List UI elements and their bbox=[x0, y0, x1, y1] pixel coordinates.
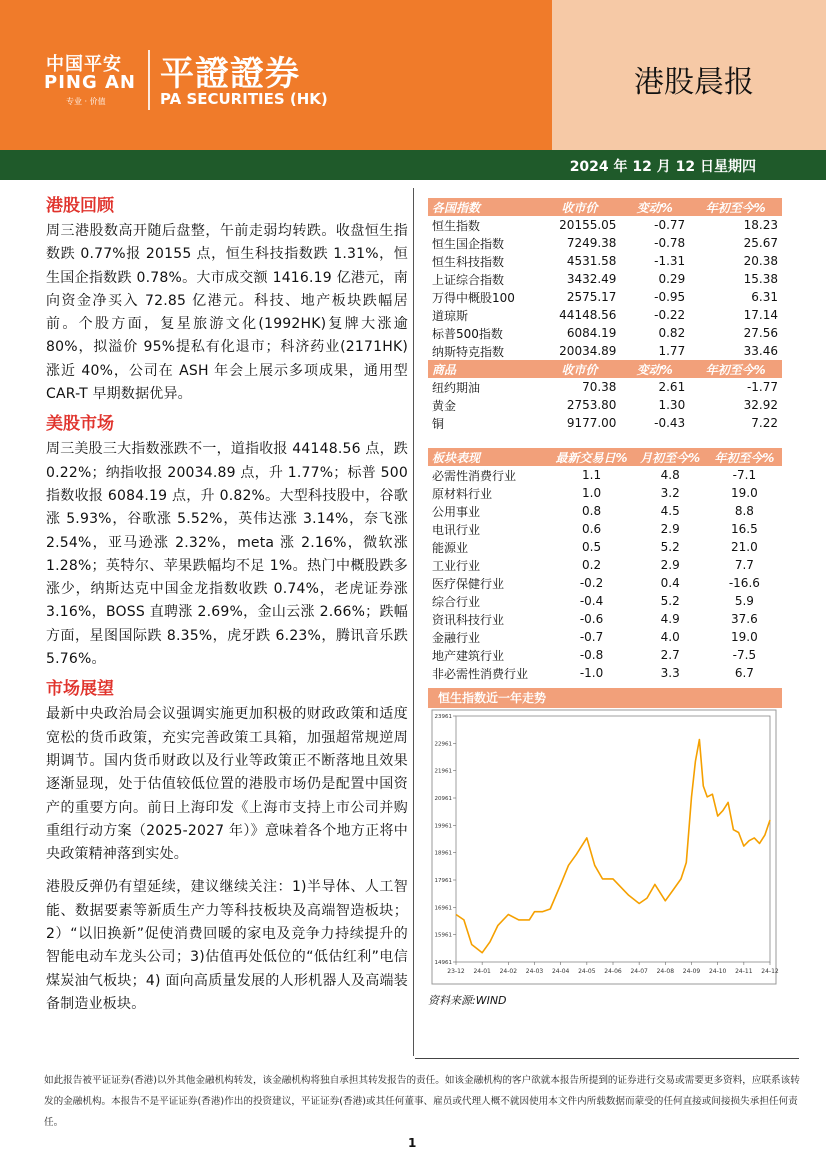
cell-value: -1.0 bbox=[579, 666, 604, 680]
sectors-table bbox=[428, 448, 782, 682]
table-row bbox=[428, 556, 782, 574]
table-row bbox=[428, 592, 782, 610]
indices-table-header bbox=[428, 198, 782, 216]
table-row bbox=[428, 306, 782, 324]
logo-divider bbox=[148, 50, 150, 110]
cell-value: 2575.17 bbox=[566, 290, 617, 304]
sectors-table-header bbox=[428, 448, 782, 466]
row-label: 必需性消费行业 bbox=[432, 468, 517, 483]
chart-title: 恒生指数近一年走势 bbox=[428, 688, 782, 708]
hsi-line-chart bbox=[428, 708, 782, 986]
cell-value: -1.77 bbox=[746, 380, 778, 394]
row-label: 黄金 bbox=[432, 398, 457, 413]
y-tick-label: 19961 bbox=[434, 823, 452, 830]
cell-value: 3432.49 bbox=[566, 272, 617, 286]
column-header: 收市价 bbox=[539, 198, 621, 216]
cell-value: 20155.05 bbox=[559, 218, 617, 232]
column-header: 收市价 bbox=[539, 360, 621, 378]
cell-value: 19.0 bbox=[731, 630, 758, 644]
cell-value: 0.82 bbox=[658, 326, 686, 340]
report-date: 2024 年 12 月 12 日星期四 bbox=[569, 159, 756, 175]
cell-value: 6.7 bbox=[734, 666, 754, 680]
indices-table bbox=[428, 198, 782, 432]
row-label: 资讯科技行业 bbox=[432, 612, 505, 627]
table-row bbox=[428, 216, 782, 234]
row-label: 公用事业 bbox=[432, 504, 481, 519]
hk-review-text: 周三港股数高开随后盘整，午前走弱均转跌。收盘恒生指数跌 0.77%报 20155 点，恒生科技指数跌 1.31%，恒生国企指数跌 0.78%。大市成交额 1416.19 亿港元，南向资金净买入 72.85 亿港元。科技、地产板块跌幅居前。个股方面，复星旅游文化(1992HK)复牌大涨逾 80%，拟溢价 95%提私有化退市；科济药业(2171HK)涨近 40%，公司在 ASH 年会上展示多项成果，通用型 CAR-T 早期数据优异。 bbox=[46, 223, 408, 403]
column-header: 各国指数 bbox=[428, 198, 539, 216]
cell-value: -0.2 bbox=[579, 576, 604, 590]
x-tick-label: 24-05 bbox=[578, 968, 596, 975]
y-tick-label: 20961 bbox=[434, 796, 452, 802]
table-row bbox=[428, 378, 782, 396]
x-tick-label: 24-08 bbox=[656, 968, 675, 975]
cell-value: 4.0 bbox=[660, 630, 680, 644]
us-market-heading: 美股市场 bbox=[46, 414, 114, 435]
cell-value: 2753.80 bbox=[566, 398, 617, 412]
cell-value: 20034.89 bbox=[559, 344, 617, 358]
row-label: 金融行业 bbox=[432, 630, 481, 645]
table-row bbox=[428, 342, 782, 360]
x-tick-label: 24-12 bbox=[761, 968, 779, 975]
table-row bbox=[428, 288, 782, 306]
table-row bbox=[428, 502, 782, 520]
x-tick-label: 24-01 bbox=[473, 968, 491, 975]
pingan-logo-cn: 中国平安 bbox=[46, 54, 122, 75]
cell-value: 25.67 bbox=[743, 236, 778, 250]
column-header: 年初至今% bbox=[707, 448, 782, 466]
cell-value: 44148.56 bbox=[559, 308, 617, 322]
logo-tagline: 专业 · 价值 bbox=[66, 97, 106, 106]
cell-value: 16.5 bbox=[731, 522, 758, 536]
cell-value: 7249.38 bbox=[566, 236, 617, 250]
row-label: 原材料行业 bbox=[432, 486, 493, 501]
x-tick-label: 24-02 bbox=[499, 968, 518, 975]
table-row bbox=[428, 574, 782, 592]
y-tick-label: 22961 bbox=[434, 741, 452, 748]
cell-value: -0.78 bbox=[654, 236, 686, 250]
cell-value: 1.0 bbox=[582, 486, 602, 500]
row-label: 道琼斯 bbox=[432, 308, 469, 323]
cell-value: 4.5 bbox=[660, 504, 680, 518]
cell-value: 37.6 bbox=[731, 612, 758, 626]
row-label: 标普500指数 bbox=[432, 326, 503, 341]
table-row bbox=[428, 646, 782, 664]
cell-value: 20.38 bbox=[743, 254, 778, 268]
table-row bbox=[428, 610, 782, 628]
table-row bbox=[428, 414, 782, 432]
cell-value: 6.31 bbox=[751, 290, 778, 304]
cell-value: 9177.00 bbox=[566, 416, 617, 430]
x-tick-label: 24-03 bbox=[525, 968, 544, 975]
cell-value: 0.4 bbox=[660, 576, 680, 590]
x-tick-label: 23-12 bbox=[447, 968, 465, 975]
pingan-logo-en: PING AN bbox=[44, 72, 136, 93]
y-tick-label: 17961 bbox=[434, 878, 452, 884]
cell-value: 1.1 bbox=[582, 468, 602, 482]
data-column bbox=[428, 198, 782, 1008]
cell-value: 4531.58 bbox=[566, 254, 617, 268]
row-label: 上证综合指数 bbox=[432, 272, 505, 287]
cell-value: 5.9 bbox=[734, 594, 754, 608]
row-label: 非必需性消费行业 bbox=[432, 666, 529, 681]
cell-value: 2.9 bbox=[660, 522, 680, 536]
cell-value: 3.3 bbox=[660, 666, 680, 680]
page-number: 1 bbox=[408, 1136, 417, 1150]
cell-value: 0.5 bbox=[582, 540, 602, 554]
column-header: 变动% bbox=[620, 198, 689, 216]
x-tick-label: 24-09 bbox=[682, 968, 701, 975]
cell-value: 0.8 bbox=[582, 504, 602, 518]
y-tick-label: 16961 bbox=[434, 905, 452, 912]
x-tick-label: 24-10 bbox=[708, 968, 727, 975]
cell-value: -0.43 bbox=[654, 416, 686, 430]
chart-frame bbox=[432, 710, 776, 984]
table-row bbox=[428, 538, 782, 556]
cell-value: 2.61 bbox=[658, 380, 686, 394]
cell-value: -0.95 bbox=[654, 290, 686, 304]
report-title: 港股晨报 bbox=[634, 65, 754, 100]
table-row bbox=[428, 466, 782, 484]
cell-value: 21.0 bbox=[731, 540, 758, 554]
y-tick-label: 23961 bbox=[434, 714, 452, 720]
cell-value: 0.6 bbox=[582, 522, 602, 536]
y-tick-label: 14961 bbox=[434, 960, 452, 966]
row-label: 恒生指数 bbox=[432, 218, 481, 233]
footer-rule bbox=[415, 1058, 799, 1059]
column-header: 年初至今% bbox=[689, 360, 782, 378]
cell-value: -0.8 bbox=[579, 648, 604, 662]
row-label: 铜 bbox=[432, 416, 445, 431]
cell-value: -0.77 bbox=[654, 218, 686, 232]
cell-value: 18.23 bbox=[743, 218, 778, 232]
cell-value: 17.14 bbox=[743, 308, 778, 322]
cell-value: -0.4 bbox=[579, 594, 604, 608]
table-row bbox=[428, 396, 782, 414]
cell-value: -0.7 bbox=[579, 630, 604, 644]
column-header: 变动% bbox=[620, 360, 689, 378]
y-tick-label: 18961 bbox=[434, 850, 452, 857]
cell-value: 4.9 bbox=[660, 612, 680, 626]
x-tick-label: 24-11 bbox=[735, 968, 753, 975]
column-header: 商品 bbox=[428, 360, 539, 378]
row-label: 能源业 bbox=[432, 540, 469, 555]
x-tick-label: 24-07 bbox=[630, 968, 648, 975]
table-row bbox=[428, 628, 782, 646]
cell-value: -0.22 bbox=[654, 308, 686, 322]
table-row bbox=[428, 252, 782, 270]
row-label: 电讯行业 bbox=[432, 522, 481, 537]
cell-value: 0.2 bbox=[582, 558, 602, 572]
row-label: 纳斯特克指数 bbox=[432, 344, 505, 359]
brand-name-en: PA SECURITIES (HK) bbox=[160, 90, 328, 108]
cell-value: 2.7 bbox=[660, 648, 680, 662]
cell-value: 4.8 bbox=[660, 468, 680, 482]
y-tick-label: 15961 bbox=[434, 932, 452, 939]
row-label: 地产建筑行业 bbox=[432, 648, 505, 663]
cell-value: 0.29 bbox=[658, 272, 686, 286]
cell-value: 1.30 bbox=[658, 398, 686, 412]
row-label: 工业行业 bbox=[432, 558, 481, 573]
cell-value: 32.92 bbox=[743, 398, 778, 412]
us-market-text: 周三美股三大指数涨跌不一，道指收报 44148.56 点，跌 0.22%；纳指收报 20034.89 点，升 1.77%；标普 500 指数收报 6084.19 点，升 0.82%。大型科技股中，谷歌涨 5.93%，谷歌涨 5.52%，英伟达涨 3.14%，奈飞涨 2.54%，亚马逊涨 2.32%，meta 涨 2.16%，微软涨 1.28%；英特尔、苹果跌幅均不足 1%。热门中概股跌多涨少，纳斯达克中国金龙指数收跌 0.74%，老虎证券涨 3.16%，BOSS 直聘涨 2.69%，金山云涨 2.66%；跌幅方面，星图国际跌 8.35%，虎牙跌 6.23%，腾讯音乐跌 5.76%。 bbox=[46, 441, 408, 668]
cell-value: 70.38 bbox=[582, 380, 617, 394]
row-label: 恒生科技指数 bbox=[432, 254, 505, 269]
cell-value: 5.2 bbox=[660, 594, 680, 608]
column-header: 板块表现 bbox=[428, 448, 549, 466]
outlook-heading: 市场展望 bbox=[46, 679, 114, 700]
column-divider bbox=[413, 188, 414, 1056]
cell-value: 2.9 bbox=[660, 558, 680, 572]
cell-value: 7.7 bbox=[734, 558, 754, 572]
row-label: 医疗保健行业 bbox=[432, 576, 505, 591]
outlook-text-1: 最新中央政治局会议强调实施更加积极的财政政策和适度宽松的货币政策，充实完善政策工具箱，加强超常规逆周期调节。国内货币财政以及行业等政策正不断落地且效果逐渐显现，处于估值较低位置的港股市场仍是配置中国资产的重要方向。前日上海印发《上海市支持上市公司并购重组行动方案（2025-2027 年）》意味着各个地方正将中央政策精神落到实处。 bbox=[46, 706, 408, 863]
cell-value: -7.5 bbox=[732, 648, 757, 662]
x-tick-label: 24-06 bbox=[604, 968, 622, 975]
cell-value: 6084.19 bbox=[566, 326, 617, 340]
table-row bbox=[428, 664, 782, 682]
commodities-table-header bbox=[428, 360, 782, 378]
cell-value: 19.0 bbox=[731, 486, 758, 500]
cell-value: 15.38 bbox=[743, 272, 778, 286]
cell-value: -0.6 bbox=[579, 612, 604, 626]
y-tick-label: 21961 bbox=[434, 768, 452, 775]
row-label: 恒生国企指数 bbox=[432, 236, 505, 251]
cell-value: -1.31 bbox=[654, 254, 686, 268]
cell-value: 33.46 bbox=[743, 344, 778, 358]
cell-value: 7.22 bbox=[751, 416, 778, 430]
cell-value: 8.8 bbox=[734, 504, 754, 518]
disclaimer: 如此报告被平证证券(香港)以外其他金融机构转发，该金融机构将独自承担其转发报告的责任。如该金融机构的客户欲就本报告所提到的证券进行交易或需要更多资料，应联系该转发的金融机构。本报告不是平证证券(香港)作出的投资建议，平证证券(香港)或其任何董事、雇员或代理人概不就因使用本文件内所载数据而蒙受的任何直接或间接损失承担任何责任。 bbox=[44, 1075, 800, 1128]
outlook-text-2: 港股反弹仍有望延续，建议继续关注：1)半导体、人工智能、数据要素等新质生产力等科技板块及高端智造板块；2）“以旧换新”促使消费回暖的家电及竞争力持续提升的智能电动车龙头公司；3)估值再处低位的“低估红利”电信煤炭油气板块；4) 面向高质量发展的人形机器人及高端装备制造业板块。 bbox=[46, 879, 408, 1012]
x-tick-label: 24-04 bbox=[551, 968, 570, 975]
cell-value: 5.2 bbox=[660, 540, 680, 554]
table-row bbox=[428, 520, 782, 538]
column-header: 月初至今% bbox=[634, 448, 707, 466]
cell-value: 27.56 bbox=[743, 326, 778, 340]
commentary-column bbox=[46, 194, 408, 1016]
cell-value: -16.6 bbox=[728, 576, 760, 590]
table-row bbox=[428, 484, 782, 502]
brand-name-cn: 平證證券 bbox=[160, 54, 300, 94]
cell-value: 3.2 bbox=[660, 486, 680, 500]
column-header: 年初至今% bbox=[689, 198, 782, 216]
table-row bbox=[428, 324, 782, 342]
row-label: 综合行业 bbox=[432, 594, 481, 609]
table-row bbox=[428, 270, 782, 288]
row-label: 纽约期油 bbox=[432, 380, 481, 395]
cell-value: -7.1 bbox=[732, 468, 757, 482]
hk-review-heading: 港股回顾 bbox=[46, 196, 114, 216]
column-header: 最新交易日% bbox=[549, 448, 633, 466]
data-source: 资料来源:WIND bbox=[428, 994, 507, 1007]
row-label: 万得中概股100 bbox=[432, 290, 515, 305]
cell-value: 1.77 bbox=[658, 344, 686, 358]
table-row bbox=[428, 234, 782, 252]
